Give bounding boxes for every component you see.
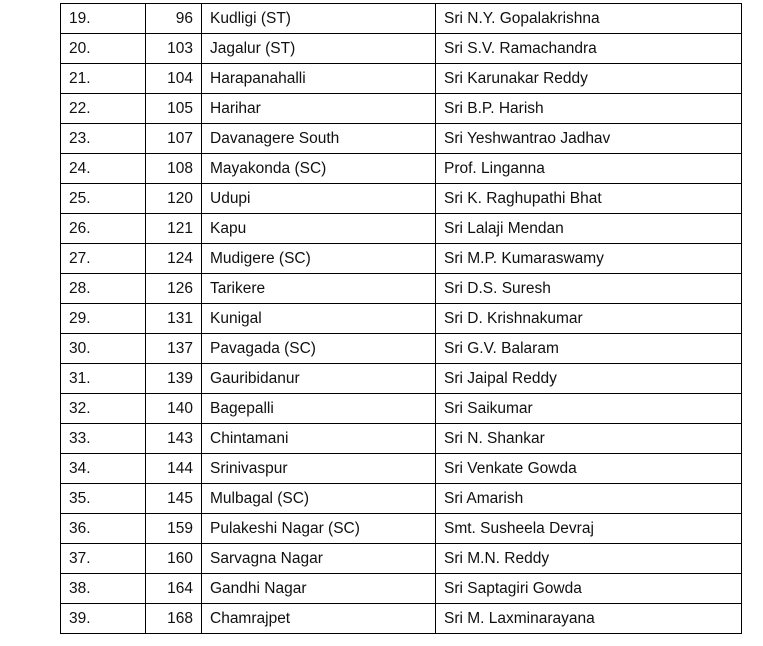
- cell-candidate-name: Sri B.P. Harish: [436, 94, 742, 124]
- table-row: [61, 304, 742, 334]
- cell-constituency-name: Gandhi Nagar: [202, 574, 436, 604]
- cell-candidate-name: Sri N.Y. Gopalakrishna: [436, 4, 742, 34]
- cell-serial: 25.: [61, 184, 146, 214]
- cell-serial: 38.: [61, 574, 146, 604]
- table-row: [61, 244, 742, 274]
- cell-serial: 39.: [61, 604, 146, 634]
- table-row: [61, 94, 742, 124]
- cell-constituency-name: Chintamani: [202, 424, 436, 454]
- cell-constituency-number: 96: [146, 4, 202, 34]
- cell-serial: 21.: [61, 64, 146, 94]
- cell-constituency-number: 105: [146, 94, 202, 124]
- cell-candidate-name: Sri Karunakar Reddy: [436, 64, 742, 94]
- table-row: [61, 124, 742, 154]
- cell-serial: 29.: [61, 304, 146, 334]
- cell-constituency-number: 160: [146, 544, 202, 574]
- cell-serial: 31.: [61, 364, 146, 394]
- cell-constituency-name: Kudligi (ST): [202, 4, 436, 34]
- cell-constituency-number: 121: [146, 214, 202, 244]
- table-row: [61, 64, 742, 94]
- cell-constituency-number: 120: [146, 184, 202, 214]
- cell-serial: 32.: [61, 394, 146, 424]
- table-row: [61, 274, 742, 304]
- cell-constituency-number: 144: [146, 454, 202, 484]
- cell-constituency-number: 145: [146, 484, 202, 514]
- table-row: [61, 34, 742, 64]
- cell-constituency-number: 140: [146, 394, 202, 424]
- cell-constituency-number: 137: [146, 334, 202, 364]
- cell-constituency-name: Chamrajpet: [202, 604, 436, 634]
- table-row: [61, 574, 742, 604]
- cell-serial: 20.: [61, 34, 146, 64]
- table-row: [61, 4, 742, 34]
- cell-serial: 30.: [61, 334, 146, 364]
- cell-serial: 35.: [61, 484, 146, 514]
- cell-constituency-name: Harapanahalli: [202, 64, 436, 94]
- table-row: [61, 184, 742, 214]
- cell-candidate-name: Sri Saikumar: [436, 394, 742, 424]
- cell-candidate-name: Prof. Linganna: [436, 154, 742, 184]
- cell-serial: 23.: [61, 124, 146, 154]
- cell-candidate-name: Sri Jaipal Reddy: [436, 364, 742, 394]
- table-row: [61, 454, 742, 484]
- cell-constituency-number: 131: [146, 304, 202, 334]
- cell-candidate-name: Sri M.N. Reddy: [436, 544, 742, 574]
- cell-constituency-number: 103: [146, 34, 202, 64]
- table-body: [61, 4, 742, 634]
- cell-serial: 26.: [61, 214, 146, 244]
- table-row: [61, 364, 742, 394]
- cell-constituency-name: Jagalur (ST): [202, 34, 436, 64]
- cell-constituency-name: Kunigal: [202, 304, 436, 334]
- cell-constituency-name: Mulbagal (SC): [202, 484, 436, 514]
- cell-candidate-name: Sri D.S. Suresh: [436, 274, 742, 304]
- cell-constituency-name: Srinivaspur: [202, 454, 436, 484]
- table-row: [61, 394, 742, 424]
- cell-constituency-name: Bagepalli: [202, 394, 436, 424]
- cell-candidate-name: Sri M. Laxminarayana: [436, 604, 742, 634]
- cell-constituency-number: 143: [146, 424, 202, 454]
- cell-candidate-name: Sri Amarish: [436, 484, 742, 514]
- cell-candidate-name: Sri Saptagiri Gowda: [436, 574, 742, 604]
- cell-serial: 22.: [61, 94, 146, 124]
- candidate-list-table: [60, 3, 742, 634]
- cell-candidate-name: Sri Venkate Gowda: [436, 454, 742, 484]
- cell-constituency-name: Davanagere South: [202, 124, 436, 154]
- cell-constituency-name: Harihar: [202, 94, 436, 124]
- cell-serial: 36.: [61, 514, 146, 544]
- table-row: [61, 544, 742, 574]
- cell-candidate-name: Sri N. Shankar: [436, 424, 742, 454]
- cell-constituency-number: 168: [146, 604, 202, 634]
- table-row: [61, 484, 742, 514]
- cell-candidate-name: Sri Yeshwantrao Jadhav: [436, 124, 742, 154]
- cell-serial: 34.: [61, 454, 146, 484]
- cell-constituency-number: 164: [146, 574, 202, 604]
- cell-serial: 27.: [61, 244, 146, 274]
- cell-candidate-name: Smt. Susheela Devraj: [436, 514, 742, 544]
- cell-constituency-name: Kapu: [202, 214, 436, 244]
- cell-constituency-number: 104: [146, 64, 202, 94]
- table-row: [61, 334, 742, 364]
- cell-serial: 37.: [61, 544, 146, 574]
- cell-constituency-number: 107: [146, 124, 202, 154]
- cell-serial: 28.: [61, 274, 146, 304]
- cell-constituency-name: Udupi: [202, 184, 436, 214]
- cell-candidate-name: Sri S.V. Ramachandra: [436, 34, 742, 64]
- cell-candidate-name: Sri Lalaji Mendan: [436, 214, 742, 244]
- cell-serial: 19.: [61, 4, 146, 34]
- cell-constituency-name: Tarikere: [202, 274, 436, 304]
- table-row: [61, 604, 742, 634]
- table-row: [61, 154, 742, 184]
- cell-constituency-name: Mayakonda (SC): [202, 154, 436, 184]
- table-row: [61, 214, 742, 244]
- table-row: [61, 424, 742, 454]
- cell-constituency-number: 139: [146, 364, 202, 394]
- cell-constituency-number: 126: [146, 274, 202, 304]
- cell-constituency-number: 108: [146, 154, 202, 184]
- cell-constituency-name: Pulakeshi Nagar (SC): [202, 514, 436, 544]
- cell-serial: 24.: [61, 154, 146, 184]
- cell-constituency-name: Pavagada (SC): [202, 334, 436, 364]
- cell-constituency-name: Mudigere (SC): [202, 244, 436, 274]
- cell-constituency-name: Gauribidanur: [202, 364, 436, 394]
- cell-candidate-name: Sri D. Krishnakumar: [436, 304, 742, 334]
- table-row: [61, 514, 742, 544]
- cell-constituency-name: Sarvagna Nagar: [202, 544, 436, 574]
- cell-serial: 33.: [61, 424, 146, 454]
- cell-constituency-number: 124: [146, 244, 202, 274]
- cell-candidate-name: Sri M.P. Kumaraswamy: [436, 244, 742, 274]
- cell-constituency-number: 159: [146, 514, 202, 544]
- cell-candidate-name: Sri K. Raghupathi Bhat: [436, 184, 742, 214]
- cell-candidate-name: Sri G.V. Balaram: [436, 334, 742, 364]
